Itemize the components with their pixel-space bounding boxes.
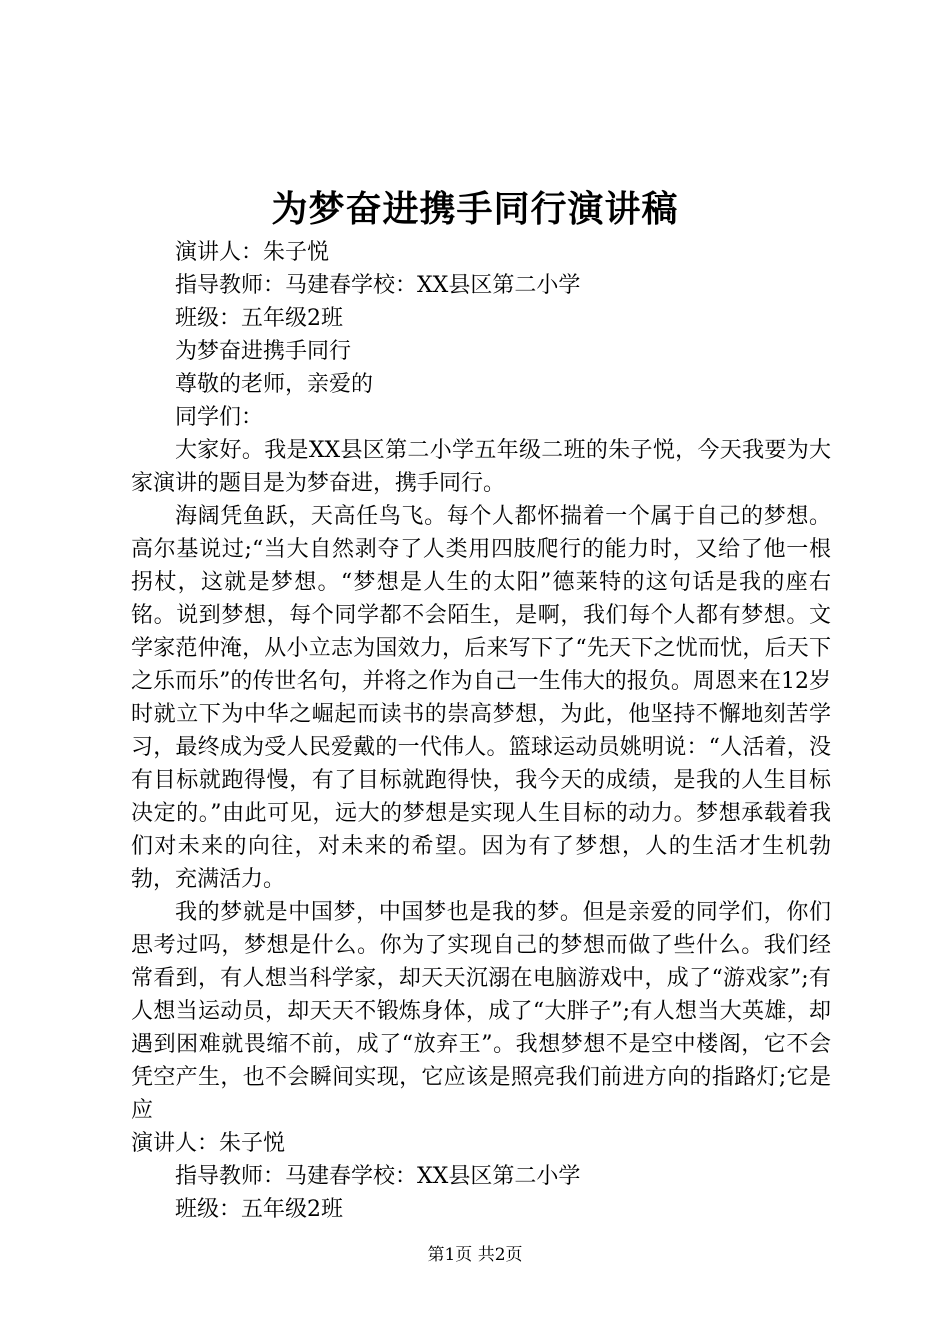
greeting-line-2: 同学们： [175, 405, 264, 430]
page-number-footer: 第1页 共2页 [427, 1245, 523, 1265]
class-line-repeat: 班级：五年级2班 [175, 1197, 343, 1222]
paragraph-intro: 大家好。我是XX县区第二小学五年级二班的朱子悦，今天我要为大家演讲的题目是为梦奋进，携手同行。 [131, 438, 831, 496]
teacher-school-line: 指导教师：马建春学校：XX县区第二小学 [175, 273, 581, 298]
greeting-line: 尊敬的老师，亲爱的 [175, 372, 374, 397]
speaker-line: 演讲人：朱子悦 [175, 240, 330, 265]
paragraph-dreams: 海阔凭鱼跃，天高任鸟飞。每个人都怀揣着一个属于自己的梦想。高尔基说过;“当大自然剥夺了人类用四肢爬行的能力时，又给了他一根拐杖，这就是梦想。“梦想是人生的太阳”德莱特的这句话是我的座右铭。说到梦想，每个同学都不会陌生，是啊，我们每个人都有梦想。文学家范仲淹，从小立志为国效力，后来写下了“先天下之忧而忧，后天下之乐而乐”的传世名句，并将之作为自己一生伟大的报负。周恩来在12岁时就立下为中华之崛起而读书的崇高梦想，为此，他坚持不懈地刻苦学习，最终成为受人民爱戴的一代伟人。篮球运动员姚明说：“人活着，没有目标就跑得慢，有了目标就跑得快，我今天的成绩，是我的人生目标决定的。”由此可见，远大的梦想是实现人生目标的动力。梦想承载着我们对未来的向往，对未来的希望。因为有了梦想，人的生活才生机勃勃，充满活力。 [131, 504, 831, 892]
document-body [131, 236, 831, 1226]
class-line: 班级：五年级2班 [175, 306, 343, 331]
paragraph-china-dream: 我的梦就是中国梦，中国梦也是我的梦。但是亲爱的同学们，你们思考过吗，梦想是什么。你为了实现自己的梦想而做了些什么。我们经常看到，有人想当科学家，却天天沉溺在电脑游戏中，成了“游戏家”;有人想当运动员，却天天不锻炼身体，成了“大胖子”;有人想当大英雄，却遇到困难就畏缩不前，成了“放弃王”。我想梦想不是空中楼阁，它不会凭空产生，也不会瞬间实现，它应该是照亮我们前进方向的指路灯;它是应 [131, 900, 831, 1123]
document-title: 为梦奋进携手同行演讲稿 [271, 188, 679, 230]
teacher-school-line-repeat: 指导教师：马建春学校：XX县区第二小学 [175, 1164, 581, 1189]
speech-subtitle: 为梦奋进携手同行 [175, 339, 352, 364]
speaker-line-repeat: 演讲人：朱子悦 [131, 1131, 286, 1156]
